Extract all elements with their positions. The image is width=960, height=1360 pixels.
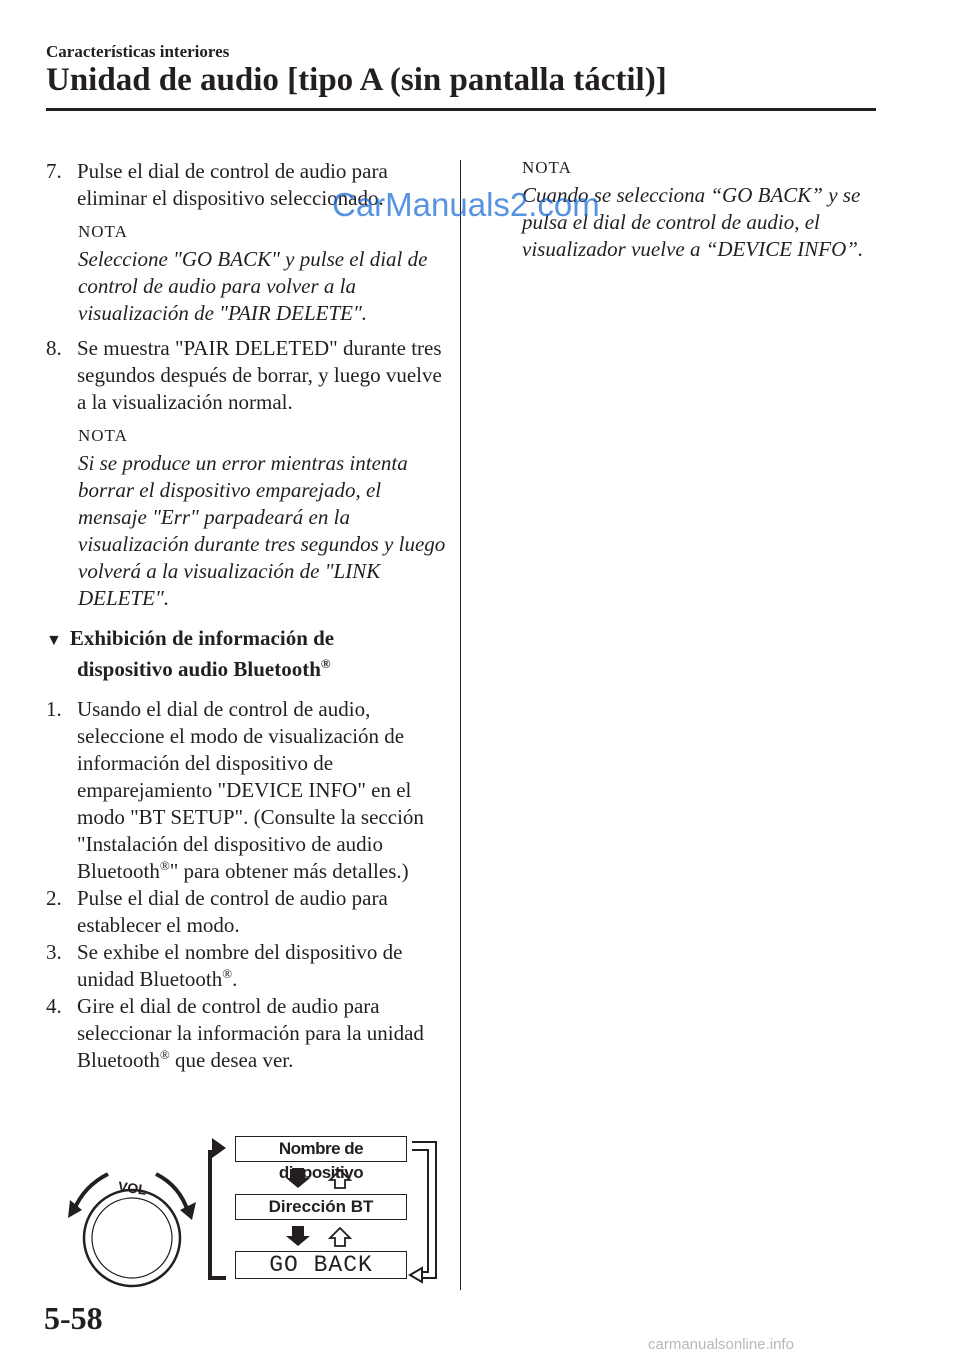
note-title: NOTA — [78, 222, 128, 241]
page-title: Unidad de audio [tipo A (sin pantalla táctil)] — [46, 62, 667, 98]
step-number: 3. — [46, 940, 62, 964]
note-text: Cuando se selecciona “GO BACK” y se pulsa el dial de control de audio, el visualizador vuelve a “DEVICE INFO”. — [522, 183, 864, 261]
triangle-down-icon: ▼ — [46, 632, 62, 649]
return-arrowhead — [410, 1268, 422, 1282]
audio-dial-diagram — [64, 1128, 450, 1288]
down-arrow-icon — [286, 1226, 310, 1246]
watermark: CarManuals2.com — [332, 186, 600, 223]
up-arrow-icon — [330, 1228, 350, 1246]
step-4: 4. Gire el dial de control de audio para seleccionar la información para la unidad Bluetooth® que desea ver. — [46, 994, 424, 1072]
step-8 — [46, 335, 446, 416]
display-bt-address: Dirección BT — [235, 1194, 407, 1220]
step-number: 1. — [46, 697, 62, 721]
section-label: Características interiores — [46, 42, 230, 61]
title-rule — [46, 108, 876, 111]
rotate-left-arrowhead — [68, 1200, 82, 1218]
display-go-back: GO BACK — [235, 1251, 407, 1279]
step-text: Se muestra "PAIR DELETED" durante tres segundos después de borrar, y luego vuelve a la visualización normal. — [77, 336, 442, 414]
note-text: Si se produce un error mientras intenta borrar el dispositivo emparejado, el mensaje "Err" parpadeará en la visualización durante tres segundos y luego volverá a la visualización de "LINK DELETE". — [78, 451, 446, 610]
display-device-name: Nombre de dispositivo — [235, 1136, 407, 1162]
left-bracket — [210, 1152, 226, 1278]
note-text: Seleccione "GO BACK" y pulse el dial de control de audio para volver a la visualización de "PAIR DELETE". — [78, 247, 428, 325]
step-1: 1. Usando el dial de control de audio, seleccione el modo de visualización de información del dispositivo de emparejamiento "DEVICE INFO" en el modo "BT SETUP". (Consulte la sección "Instalación del dispositivo de audio Bluetooth®" para obtener más detalles.) — [46, 697, 424, 883]
column-divider — [460, 160, 461, 1290]
step-number: 4. — [46, 994, 62, 1018]
right-bracket-outer — [412, 1142, 436, 1278]
subheading: ▼ Exhibición de información de dispositivo audio Bluetooth® — [46, 626, 335, 681]
note-title: NOTA — [522, 158, 572, 177]
bracket-arrowhead — [212, 1138, 226, 1158]
step-number: 8. — [46, 336, 62, 360]
rotate-right-arrowhead — [180, 1202, 196, 1220]
step-3: 3. Se exhibe el nombre del dispositivo de unidad Bluetooth®. — [46, 940, 403, 991]
knob-label: VOL — [117, 1178, 148, 1198]
page-number: 5-58 — [44, 1300, 103, 1336]
note-title: NOTA — [78, 426, 128, 445]
step-2: 2. Pulse el dial de control de audio para establecer el modo. — [46, 886, 388, 937]
footer-watermark: carmanualsonline.info — [648, 1336, 794, 1353]
step-number: 7. — [46, 159, 62, 183]
right-bracket-inner — [412, 1150, 428, 1272]
step-number: 2. — [46, 886, 62, 910]
volume-knob — [84, 1190, 180, 1286]
step-text: Pulse el dial de control de audio para eliminar el dispositivo seleccionado. — [77, 159, 388, 210]
left-column — [46, 158, 446, 1074]
